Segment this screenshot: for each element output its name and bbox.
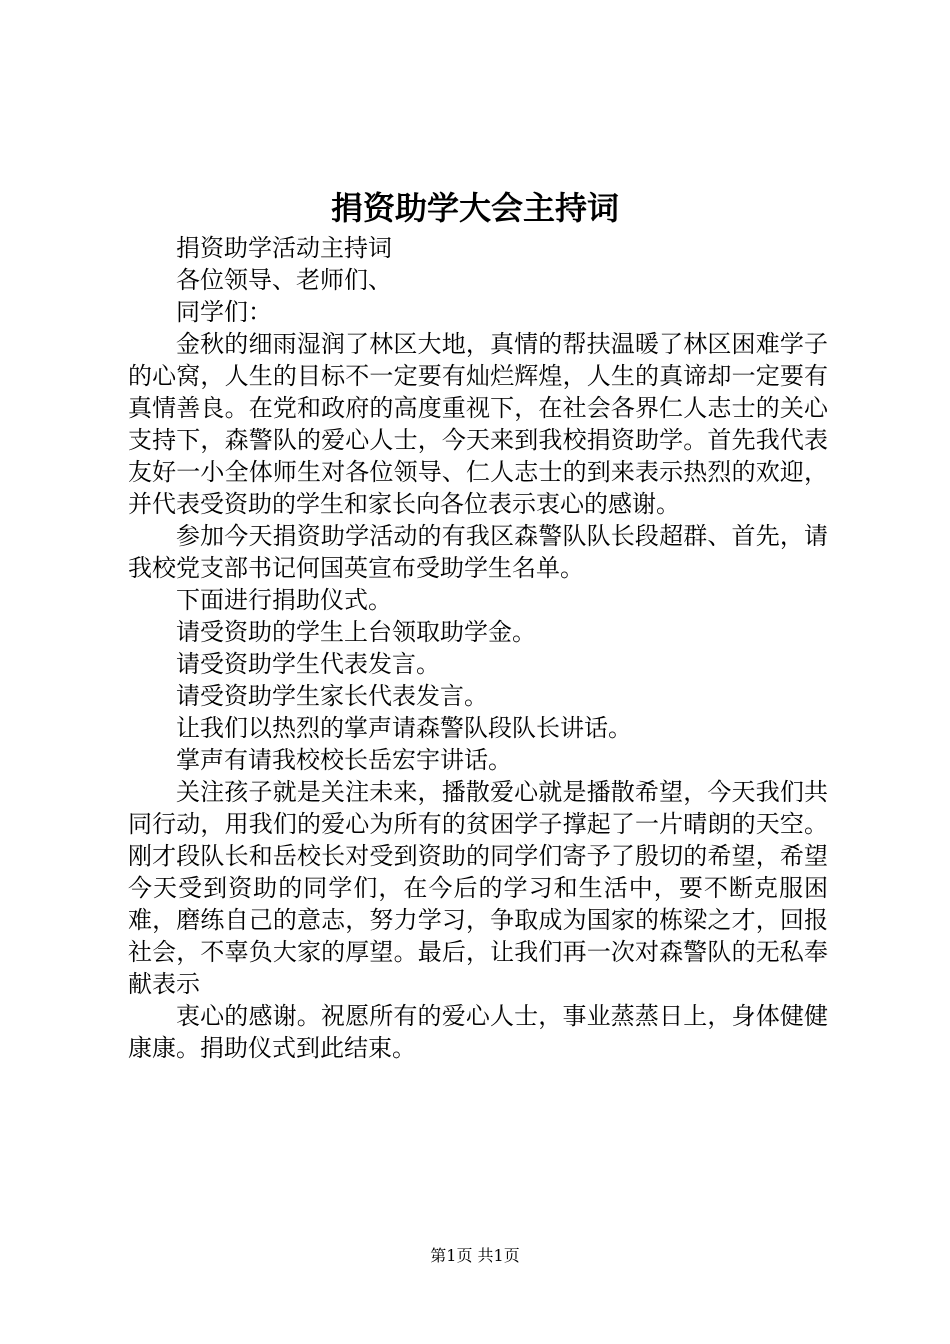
paragraph: 各位领导、老师们、 (176, 266, 392, 294)
document-body (128, 232, 828, 1064)
paragraph: 参加今天捐资助学活动的有我区森警队队长段超群、首先，请我校党支部书记何国英宣布受助学生名单。 (128, 522, 828, 582)
page-footer: 第1页 共1页 (430, 1246, 520, 1265)
paragraph: 请受资助学生代表发言。 (176, 650, 440, 678)
paragraph: 请受资助的学生上台领取助学金。 (176, 618, 536, 646)
paragraph: 让我们以热烈的掌声请森警队段队长讲话。 (176, 714, 632, 742)
paragraph: 金秋的细雨湿润了林区大地，真情的帮扶温暖了林区困难学子的心窝，人生的目标不一定要有灿烂辉煌，人生的真谛却一定要有真情善良。在党和政府的高度重视下，在社会各界仁人志士的关心支持下，森警队的爱心人士，今天来到我校捐资助学。首先我代表友好一小全体师生对各位领导、仁人志士的到来表示热烈的欢迎，并代表受资助的学生和家长向各位表示衷心的感谢。 (128, 330, 828, 518)
paragraph: 掌声有请我校校长岳宏宇讲话。 (176, 746, 512, 774)
paragraph: 同学们： (176, 298, 272, 326)
paragraph: 下面进行捐助仪式。 (176, 586, 392, 614)
paragraph: 关注孩子就是关注未来，播散爱心就是播散希望，今天我们共同行动，用我们的爱心为所有的贫困学子撑起了一片晴朗的天空。刚才段队长和岳校长对受到资助的同学们寄予了殷切的希望，希望今天受到资助的同学们，在今后的学习和生活中，要不断克服困难，磨练自己的意志，努力学习，争取成为国家的栋梁之才，回报社会，不辜负大家的厚望。最后，让我们再一次对森警队的无私奉献表示 (128, 778, 828, 998)
paragraph: 捐资助学活动主持词 (176, 234, 392, 262)
paragraph: 衷心的感谢。祝愿所有的爱心人士，事业蒸蒸日上，身体健健康康。捐助仪式到此结束。 (128, 1002, 828, 1062)
paragraph: 请受资助学生家长代表发言。 (176, 682, 488, 710)
document-title: 捐资助学大会主持词 (330, 189, 619, 227)
